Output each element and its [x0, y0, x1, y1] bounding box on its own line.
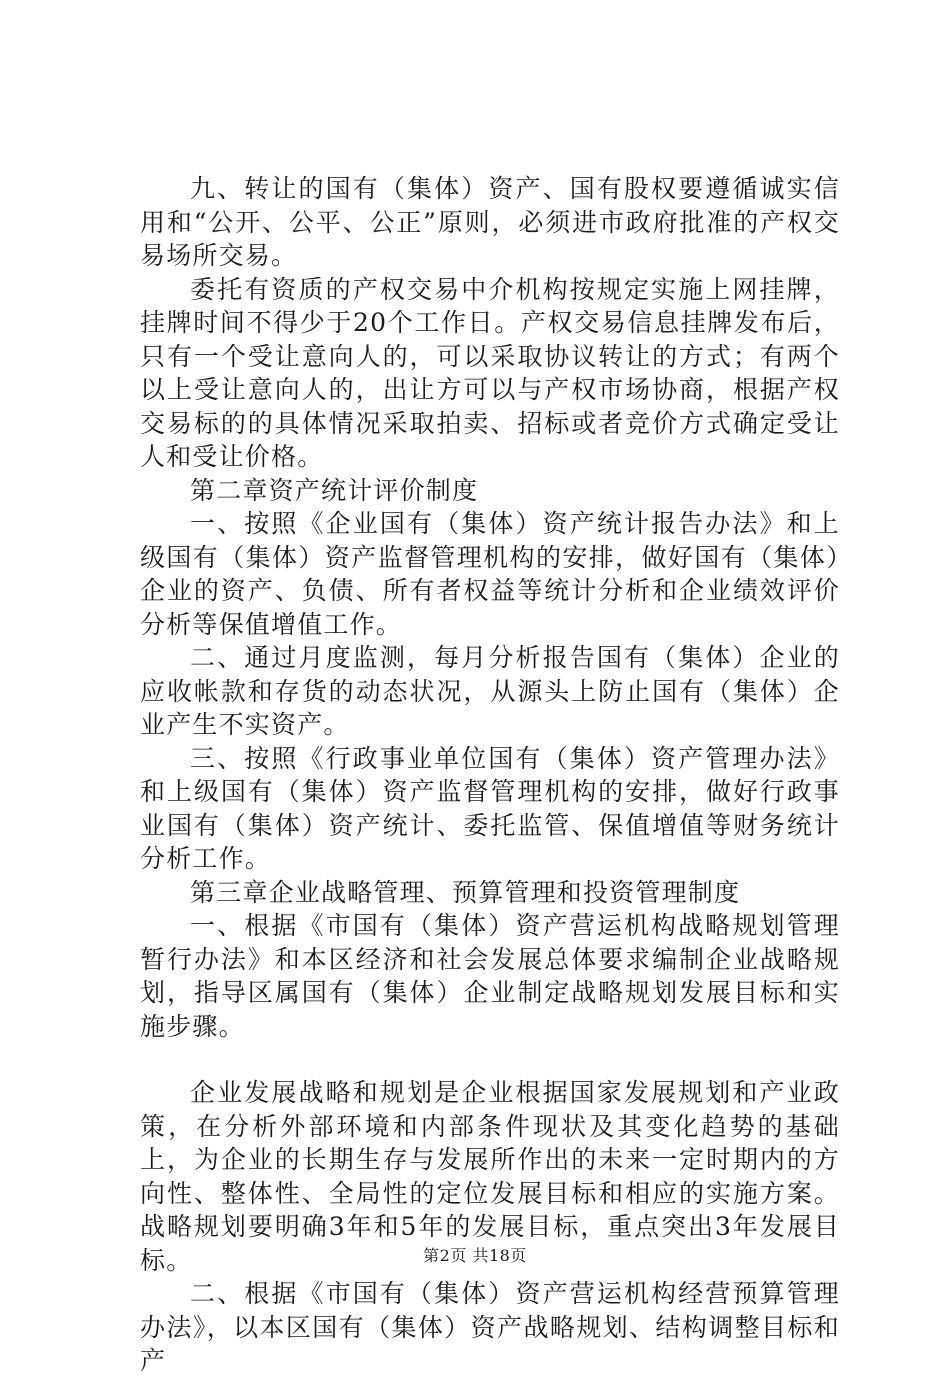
paragraph-statistics-3: 三、按照《行政事业单位国有（集体）资产管理办法》和上级国有（集体）资产监督管理机构的安排，做好行政事业国有（集体）资产统计、委托监管、保值增值等财务统计分析工作。: [140, 743, 840, 873]
paragraph-strategy-1: 一、根据《市国有（集体）资产营运机构战略规划管理暂行办法》和本区经济和社会发展总体要求编制企业战略规划，指导区属国有（集体）企业制定战略规划发展目标和实施步骤。: [140, 911, 840, 1041]
chapter-heading-2: 第二章资产统计评价制度: [190, 475, 479, 505]
paragraph-strategy-definition: 企业发展战略和规划是企业根据国家发展规划和产业政策，在分析外部环境和内部条件现状及其变化趋势的基础上，为企业的长期生存与发展所作出的未来一定时期内的方向性、整体性、全局性的定位发展目标和相应的实施方案。战略规划要明确3年和5年的发展目标，重点突出3年发展目标。: [140, 1078, 840, 1275]
chapter-heading-3: 第三章企业战略管理、预算管理和投资管理制度: [190, 877, 741, 907]
blank-line: [140, 1043, 840, 1076]
paragraph-budget-2: 二、根据《市国有（集体）资产营运机构经营预算管理办法》，以本区国有（集体）资产战略规划、结构调整目标和产: [140, 1279, 840, 1375]
paragraph-listing-rules: 委托有资质的产权交易中介机构按规定实施上网挂牌，挂牌时间不得少于20个工作日。产权交易信息挂牌发布后，只有一个受让意向人的，可以采取协议转让的方式；有两个以上受让意向人的，出让方可以与产权市场协商，根据产权交易标的的具体情况采取拍卖、招标或者竞价方式确定受让人和受让价格。: [140, 274, 840, 471]
page-footer: 第2页 共18页: [423, 1246, 527, 1265]
paragraph-transfer-principles: 九、转让的国有（集体）资产、国有股权要遵循诚实信用和“公开、公平、公正”原则，必须进市政府批准的产权交易场所交易。: [140, 174, 840, 270]
paragraph-statistics-1: 一、按照《企业国有（集体）资产统计报告办法》和上级国有（集体）资产监督管理机构的安排，做好国有（集体）企业的资产、负债、所有者权益等统计分析和企业绩效评价分析等保值增值工作。: [140, 509, 840, 639]
paragraph-statistics-2: 二、通过月度监测，每月分析报告国有（集体）企业的应收帐款和存货的动态状况，从源头上防止国有（集体）企业产生不实资产。: [140, 643, 840, 739]
document-body: [140, 172, 840, 1378]
